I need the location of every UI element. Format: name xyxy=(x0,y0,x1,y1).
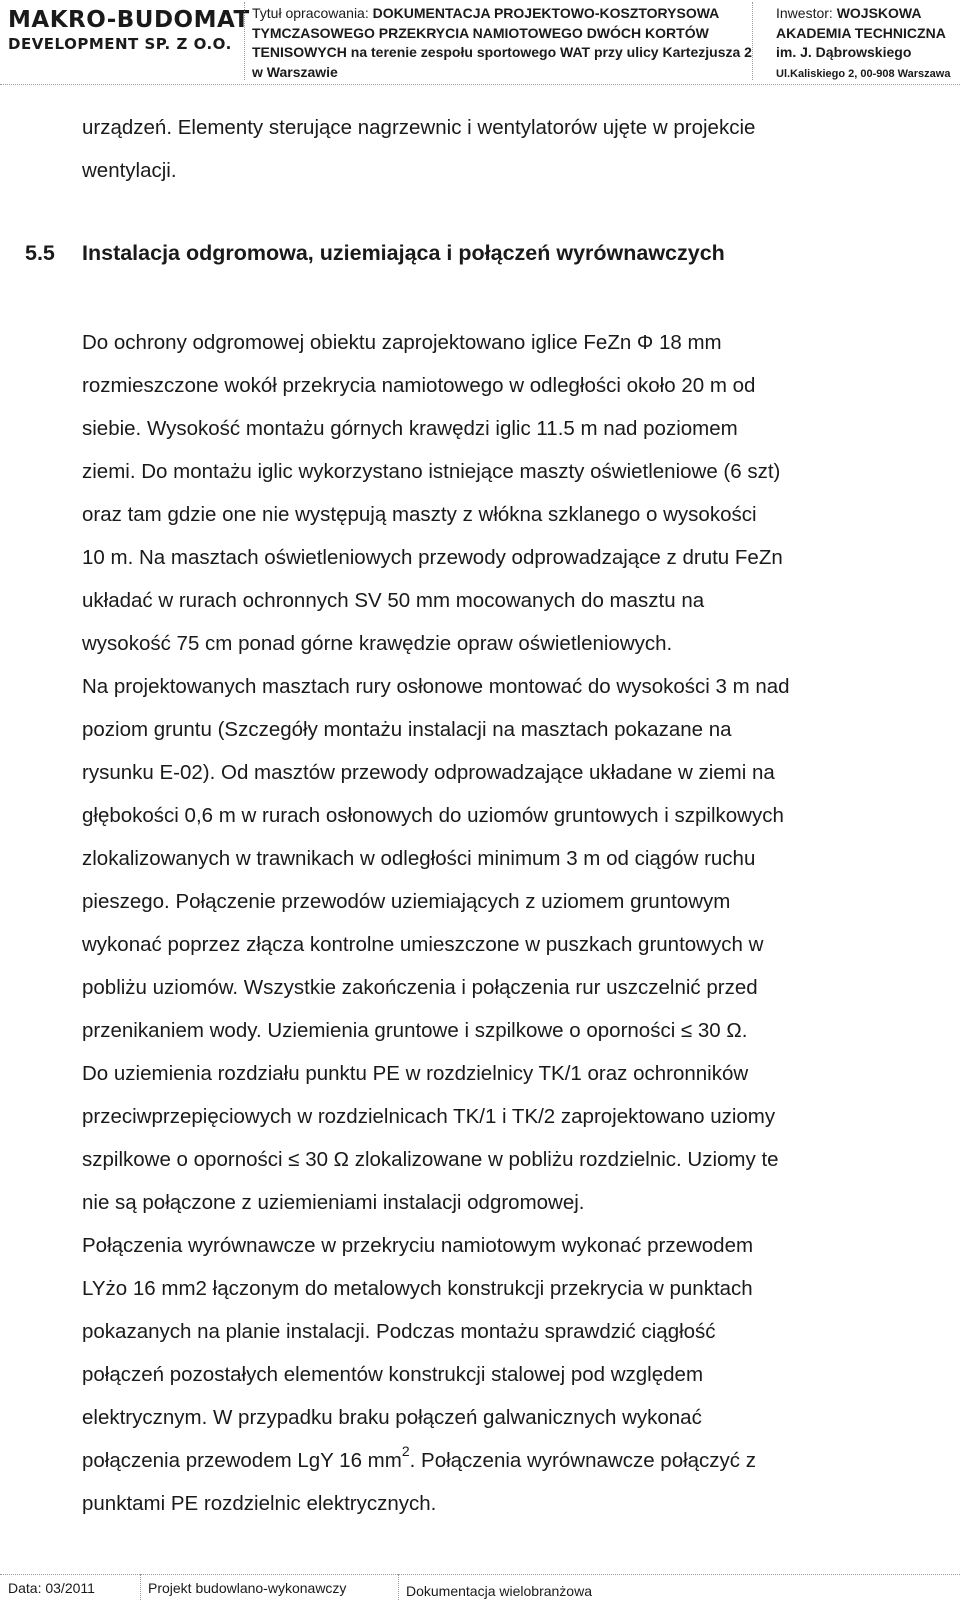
section-number: 5.5 xyxy=(25,241,55,265)
text-line xyxy=(82,1439,960,1482)
text-line: siebie. Wysokość montażu górnych krawędzi iglic 11.5 m nad poziomem xyxy=(82,417,738,440)
title-label: Tytuł opracowania: xyxy=(252,5,373,21)
investor-address: Ul.Kaliskiego 2, 00-908 Warszawa xyxy=(776,67,951,80)
header-divider xyxy=(752,2,753,80)
text-line: nie są połączone z uziemieniami instalacji odgromowej. xyxy=(82,1191,585,1214)
text-line: rozmieszczone wokół przekrycia namiotowego w odległości około 20 m od xyxy=(82,374,756,397)
text-line: Połączenia wyrównawcze w przekryciu namiotowym wykonać przewodem xyxy=(82,1234,754,1257)
investor-label: Inwestor: xyxy=(776,5,837,21)
text-line: urządzeń. Elementy sterujące nagrzewnic i wentylatorów ujęte w projekcie xyxy=(82,116,756,139)
text-line: oraz tam gdzie one nie występują maszty z włókna szklanego o wysokości xyxy=(82,503,757,526)
page-header xyxy=(0,0,960,82)
text-line: pieszego. Połączenie przewodów uziemiających z uziomem gruntowym xyxy=(82,890,731,913)
header-divider xyxy=(244,2,245,80)
main-paragraph xyxy=(82,321,960,1525)
text-line: Na projektowanych masztach rury osłonowe montować do wysokości 3 m nad xyxy=(82,675,790,698)
text-line: głębokości 0,6 m w rurach osłonowych do uziomów gruntowych i szpilkowych xyxy=(82,804,784,827)
page-footer xyxy=(0,1574,960,1600)
text-line: zlokalizowanych w trawnikach w odległości minimum 3 m od ciągów ruchu xyxy=(82,847,756,870)
text-line: układać w rurach ochronnych SV 50 mm mocowanych do masztu na xyxy=(82,589,705,612)
footer-divider xyxy=(140,1574,141,1600)
section-heading xyxy=(25,238,725,268)
footer-divider xyxy=(398,1574,399,1600)
company-logo xyxy=(8,6,250,54)
text-fragment: połączenia przewodem LgY 16 mm xyxy=(82,1449,402,1472)
intro-paragraph xyxy=(82,106,960,192)
investor-line2: AKADEMIA TECHNICZNA xyxy=(776,24,946,41)
text-line: LYżo 16 mm2 łączonym do metalowych konstrukcji przekrycia w punktach xyxy=(82,1277,753,1300)
text-line: Do uziemienia rozdziału punktu PE w rozdzielnicy TK/1 oraz ochronników xyxy=(82,1062,749,1085)
header-rule xyxy=(0,84,960,85)
footer-doc: Dokumentacja wielobranżowa xyxy=(406,1583,592,1599)
logo-line1: MAKRO-BUDOMAT xyxy=(8,7,250,33)
text-line: wentylacji. xyxy=(82,159,177,182)
footer-date: Data: 03/2011 xyxy=(8,1580,95,1596)
title-line4: w Warszawie xyxy=(252,63,338,80)
logo-line2: DEVELOPMENT SP. Z O.O. xyxy=(8,35,232,53)
investor-line3: im. J. Dąbrowskiego xyxy=(776,44,912,60)
text-line: szpilkowe o oporności ≤ 30 Ω zlokalizowane w pobliżu rozdzielnic. Uziomy te xyxy=(82,1148,779,1171)
document-title xyxy=(252,4,752,82)
text-line: przenikaniem wody. Uziemienia gruntowe i szpilkowe o oporności ≤ 30 Ω. xyxy=(82,1019,748,1042)
text-line: 10 m. Na masztach oświetleniowych przewody odprowadzające z drutu FeZn xyxy=(82,546,783,569)
text-line: Do ochrony odgromowej obiektu zaprojektowano iglice FeZn Φ 18 mm xyxy=(82,331,722,354)
text-line: elektrycznym. W przypadku braku połączeń galwanicznych wykonać xyxy=(82,1406,702,1429)
text-line: pokazanych na planie instalacji. Podczas montażu sprawdzić ciągłość xyxy=(82,1320,716,1343)
text-line: wykonać poprzez złącza kontrolne umieszczone w puszkach gruntowych w xyxy=(82,933,764,956)
text-line: rysunku E-02). Od masztów przewody odprowadzające układane w ziemi na xyxy=(82,761,775,784)
text-line: poziom gruntu (Szczegóły montażu instalacji na masztach pokazane na xyxy=(82,718,732,741)
footer-rule xyxy=(0,1574,960,1575)
text-line: przeciwprzepięciowych w rozdzielnicach TK/1 i TK/2 zaprojektowano uziomy xyxy=(82,1105,776,1128)
section-title: Instalacja odgromowa, uziemiająca i połączeń wyrównawczych xyxy=(82,241,725,265)
title-line2: TYMCZASOWEGO PRZEKRYCIA NAMIOTOWEGO DWÓCH KORTÓW xyxy=(252,24,709,41)
footer-project: Projekt budowlano-wykonawczy xyxy=(148,1580,347,1596)
title-line3: TENISOWYCH na terenie zespołu sportowego WAT przy ulicy Kartezjusza 2 xyxy=(252,44,752,60)
text-line: pobliżu uziomów. Wszystkie zakończenia i połączenia rur uszczelnić przed xyxy=(82,976,758,999)
text-line: punktami PE rozdzielnic elektrycznych. xyxy=(82,1492,437,1515)
investor-info xyxy=(776,4,960,84)
text-line: wysokość 75 cm ponad górne krawędzie opraw oświetleniowych. xyxy=(82,632,673,655)
title-line1: DOKUMENTACJA PROJEKTOWO-KOSZTORYSOWA xyxy=(372,5,720,21)
text-line: ziemi. Do montażu iglic wykorzystano istniejące maszty oświetleniowe (6 szt) xyxy=(82,460,781,483)
superscript: 2 xyxy=(401,1443,410,1459)
text-fragment: . Połączenia wyrównawcze połączyć z xyxy=(409,1449,756,1472)
text-line: połączeń pozostałych elementów konstrukcji stalowej pod względem xyxy=(82,1363,704,1386)
investor-line1: WOJSKOWA xyxy=(836,5,922,21)
